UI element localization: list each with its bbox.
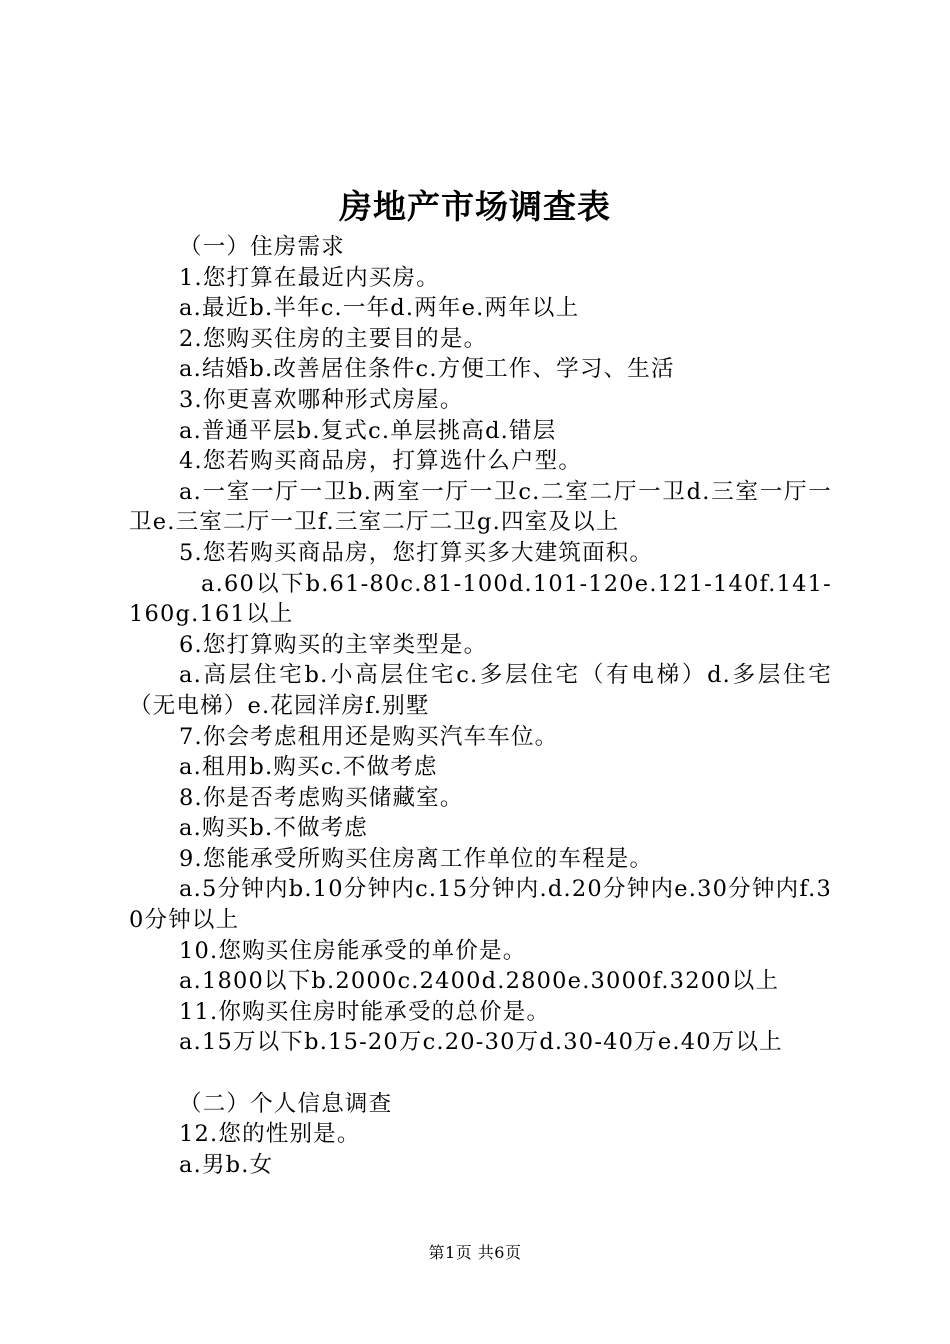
section-heading-personal-info: （二）个人信息调查 (179, 1090, 393, 1117)
question-5: 5.您若购买商品房，您打算买多大建筑面积。 (179, 539, 654, 566)
question-11-options: a.15万以下b.15-20万c.20-30万d.30-40万e.40万以上 (179, 1029, 783, 1056)
question-4: 4.您若购买商品房，打算选什么户型。 (179, 448, 583, 475)
question-3: 3.你更喜欢哪种形式房屋。 (179, 386, 464, 413)
question-6-options: a.高层住宅b.小高层住宅c.多层住宅（有电梯）d.多层住宅（无电梯）e.花园洋房f.别墅 (129, 662, 832, 719)
document-title: 房地产市场调查表 (339, 187, 611, 226)
document-body (129, 232, 832, 1180)
question-11: 11.你购买住房时能承受的总价是。 (179, 998, 551, 1025)
question-12-options: a.男b.女 (179, 1151, 274, 1178)
question-4-options: a.一室一厅一卫b.两室一厅一卫c.二室二厅一卫d.三室一厅一卫e.三室二厅一卫f.三室二厅二卫g.四室及以上 (129, 478, 832, 536)
question-3-options: a.普通平层b.复式c.单层挑高d.错层 (179, 417, 557, 444)
question-8: 8.你是否考虑购买储藏室。 (179, 784, 464, 811)
question-10-options: a.1800以下b.2000c.2400d.2800e.3000f.3200以上 (179, 968, 780, 995)
question-2-options: a.结婚b.改善居住条件c.方便工作、学习、生活 (179, 356, 675, 383)
question-9: 9.您能承受所购买住房离工作单位的车程是。 (179, 845, 654, 872)
question-7: 7.你会考虑租用还是购买汽车车位。 (179, 723, 559, 750)
question-8-options: a.购买b.不做考虑 (179, 815, 369, 842)
page-indicator: 第1页 共6页 (428, 1243, 522, 1262)
section-heading-housing-demand: （一）住房需求 (179, 234, 345, 260)
question-2: 2.您购买住房的主要目的是。 (179, 325, 488, 352)
question-5-options: a.60以下b.61-80c.81-100d.101-120e.121-140f.141-160g.161以上 (129, 570, 832, 628)
question-12: 12.您的性别是。 (179, 1121, 361, 1148)
question-1: 1.您打算在最近内买房。 (179, 264, 440, 291)
section-spacer (129, 1058, 832, 1089)
question-6: 6.您打算购买的主宰类型是。 (179, 631, 488, 658)
question-1-options: a.最近b.半年c.一年d.两年e.两年以上 (179, 295, 580, 322)
question-9-options: a.5分钟内b.10分钟内c.15分钟内.d.20分钟内e.30分钟内f.30分钟以上 (129, 876, 832, 934)
question-7-options: a.租用b.购买c.不做考虑 (179, 754, 438, 781)
question-10: 10.您购买住房能承受的单价是。 (179, 937, 527, 964)
